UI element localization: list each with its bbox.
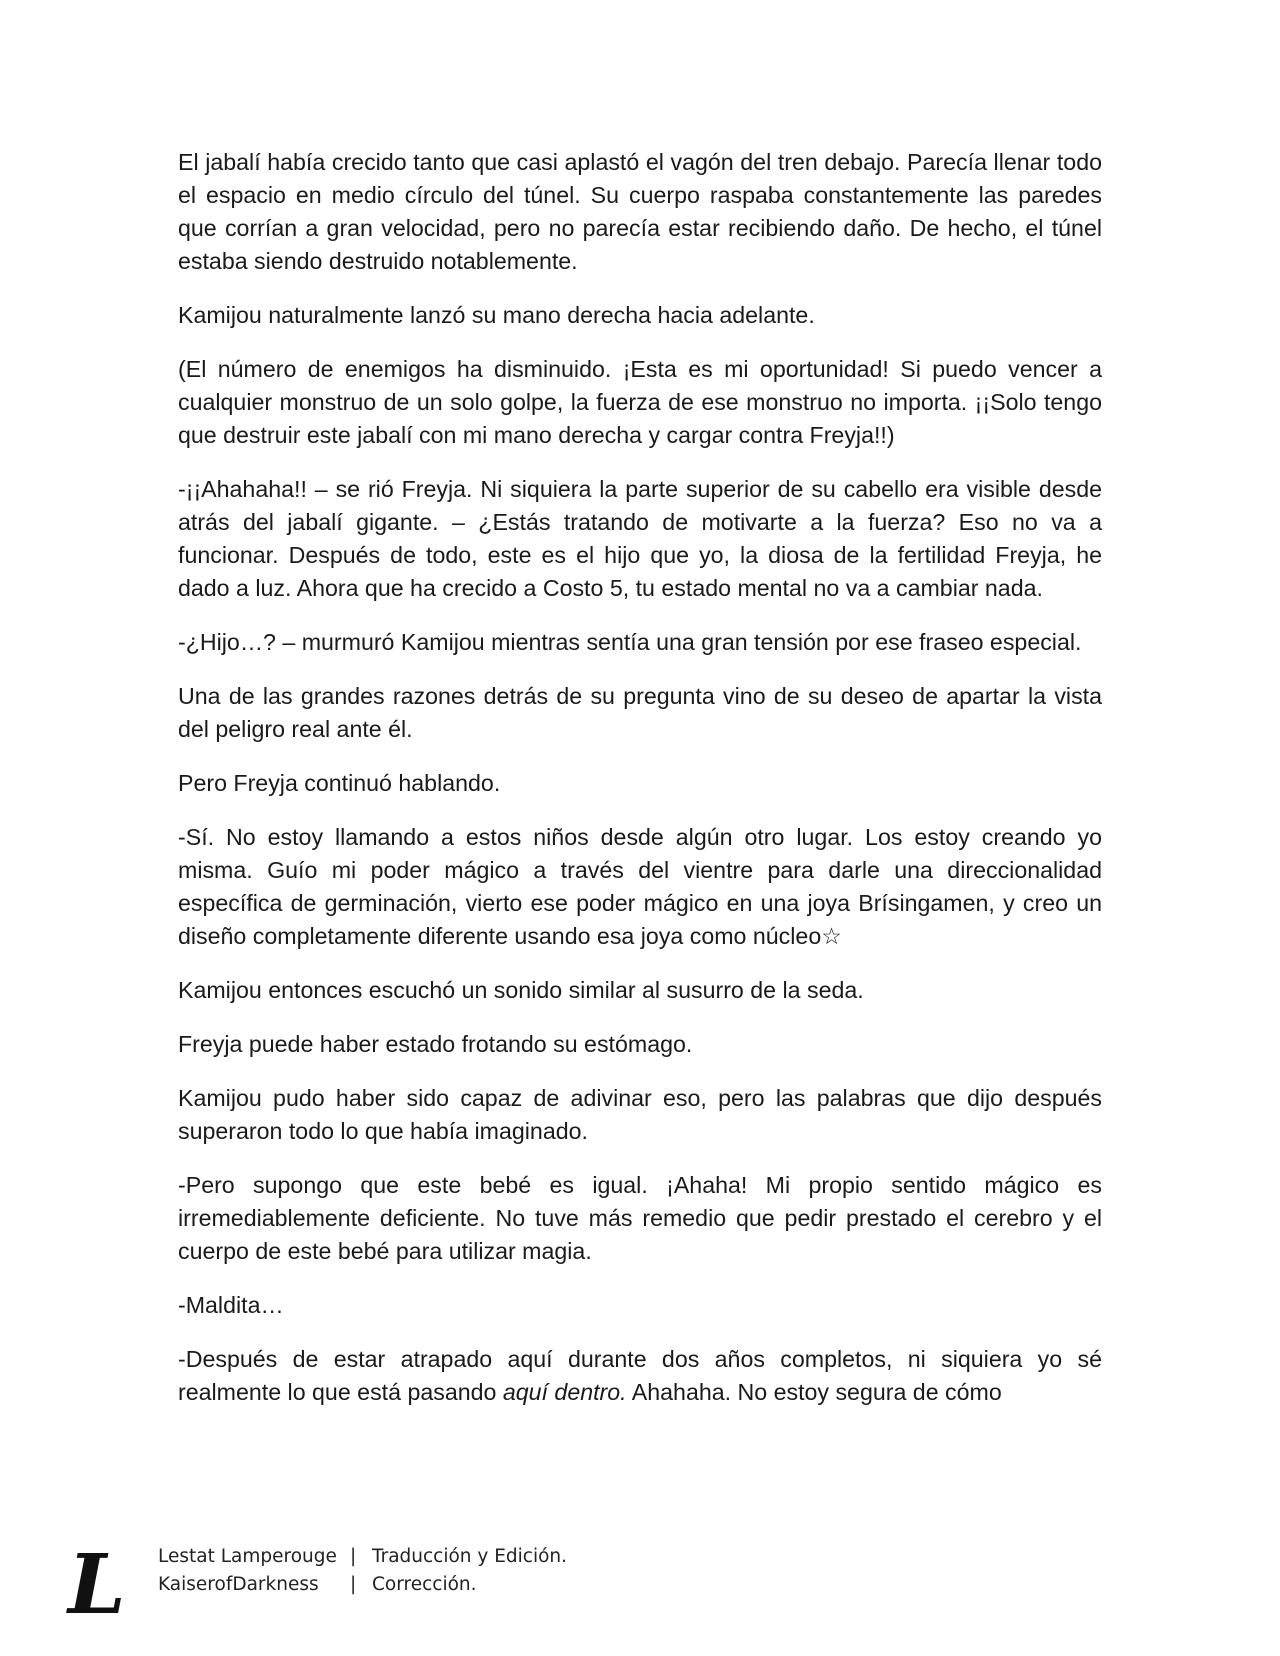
paragraph-14-text-start: -Después de estar atrapado aquí durante dos años completos, ni siquiera yo sé realmente lo que está pasando bbox=[178, 1346, 1102, 1405]
paragraph-5: -¿Hijo…? – murmuró Kamijou mientras sentía una gran tensión por ese fraseo especial. bbox=[178, 629, 1082, 655]
paragraph-3: (El número de enemigos ha disminuido. ¡Esta es mi oportunidad! Si puedo vencer a cualquier monstruo de un solo golpe, la fuerza de ese monstruo no importa. ¡¡Solo tengo que destruir este jabalí con mi mano derecha y cargar contra Freyja!!) bbox=[178, 356, 1102, 448]
paragraph-7: Pero Freyja continuó hablando. bbox=[178, 770, 501, 796]
credit-line-translator bbox=[158, 1543, 567, 1571]
paragraph-11: Kamijou pudo haber sido capaz de adivinar eso, pero las palabras que dijo después superaron todo lo que había imaginado. bbox=[178, 1085, 1102, 1144]
credits bbox=[158, 1543, 567, 1599]
page-footer bbox=[66, 1543, 766, 1623]
credit-line-corrector bbox=[158, 1571, 567, 1599]
paragraph-1: El jabalí había crecido tanto que casi aplastó el vagón del tren debajo. Parecía llenar todo el espacio en medio círculo del túnel. Su cuerpo raspaba constantemente las paredes que corrían a gran velocidad, pero no parecía estar recibiendo daño. De hecho, el túnel estaba siendo destruido notablemente. bbox=[178, 149, 1102, 274]
corrector-name: KaiserofDarkness bbox=[158, 1574, 319, 1595]
paragraph-14 bbox=[178, 1343, 1102, 1409]
corrector-role: Corrección. bbox=[372, 1574, 477, 1595]
paragraph-14-italic: aquí dentro. bbox=[502, 1379, 627, 1405]
translator-name: Lestat Lamperouge bbox=[158, 1546, 337, 1567]
document-body bbox=[178, 146, 1102, 1430]
translator-role: Traducción y Edición. bbox=[372, 1546, 568, 1567]
paragraph-12: -Pero supongo que este bebé es igual. ¡Ahaha! Mi propio sentido mágico es irremediablemente deficiente. No tuve más remedio que pedir prestado el cerebro y el cuerpo de este bebé para utilizar magia. bbox=[178, 1172, 1102, 1264]
paragraph-6: Una de las grandes razones detrás de su pregunta vino de su deseo de apartar la vista del peligro real ante él. bbox=[178, 683, 1102, 742]
paragraph-2: Kamijou naturalmente lanzó su mano derecha hacia adelante. bbox=[178, 302, 815, 328]
paragraph-13: -Maldita… bbox=[178, 1292, 284, 1318]
paragraph-9: Kamijou entonces escuchó un sonido similar al susurro de la seda. bbox=[178, 977, 864, 1003]
gothic-l-logo bbox=[66, 1543, 130, 1623]
paragraph-4: -¡¡Ahahaha!! – se rió Freyja. Ni siquiera la parte superior de su cabello era visible desde atrás del jabalí gigante. – ¿Estás tratando de motivarte a la fuerza? Eso no va a funcionar. Después de todo, este es el hijo que yo, la diosa de la fertilidad Freyja, he dado a luz. Ahora que ha crecido a Costo 5, tu estado mental no va a cambiar nada. bbox=[178, 476, 1102, 601]
paragraph-8: -Sí. No estoy llamando a estos niños desde algún otro lugar. Los estoy creando yo misma. Guío mi poder mágico a través del vientre para darle una direccionalidad específica de germinación, vierto ese poder mágico en una joya Brísingamen, y creo un diseño completamente diferente usando esa joya como núcleo☆ bbox=[178, 824, 1102, 949]
separator: | bbox=[350, 1574, 357, 1595]
paragraph-10: Freyja puede haber estado frotando su estómago. bbox=[178, 1031, 693, 1057]
logo-letter: L bbox=[68, 1543, 126, 1623]
paragraph-14-text-end: Ahahaha. No estoy segura de cómo bbox=[626, 1379, 1002, 1405]
separator: | bbox=[350, 1546, 357, 1567]
